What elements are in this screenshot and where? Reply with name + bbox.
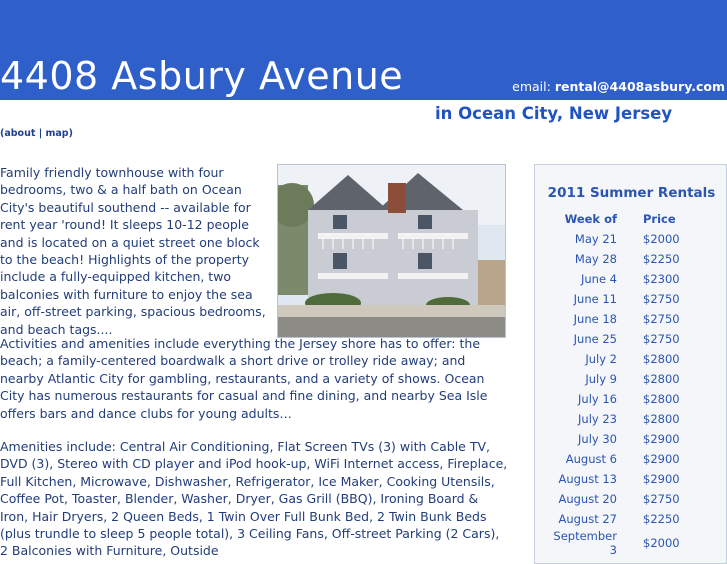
nav-links	[0, 128, 73, 139]
house-photo	[277, 164, 506, 338]
nav-open-paren: (	[0, 128, 5, 139]
rental-week: August 27	[558, 512, 617, 526]
rental-week: June 18	[573, 312, 617, 326]
rental-week: July 2	[585, 352, 617, 366]
rentals-title: 2011 Summer Rentals	[547, 185, 716, 201]
amenities-paragraph: Amenities include: Central Air Conditioning, Flat Screen TVs (3) with Cable TV, DVD (3), Stereo with CD player and iPod hook-up, WiFi Internet access, Fireplace, Full Kitchen, Microwave, Dishwasher, Refrigerator, Ice Maker, Cooking Utensils, Coffee Pot, Toaster, Blender, Washer, Dryer, Gas Grill (BBQ), Ironing Board & Iron, Hair Dryers, 2 Queen Beds, 1 Twin Over Full Bunk Bed, 2 Twin Bunk Beds (plus trundle to sleep 5 people total), 3 Ceiling Fans, Off-street Parking (2 Cars), 2 Balconies with Furniture, Outside	[0, 439, 508, 559]
rental-row	[543, 529, 713, 557]
rental-week: August 13	[558, 472, 617, 486]
rental-row	[543, 289, 713, 309]
rental-price: $2000	[643, 232, 680, 246]
house-photo-illustration	[278, 165, 506, 338]
rental-row	[543, 469, 713, 489]
rental-row	[543, 349, 713, 369]
rental-week: July 23	[578, 412, 617, 426]
rental-row	[543, 389, 713, 409]
rental-price: $2800	[643, 372, 680, 386]
rental-week: September 3	[553, 529, 617, 557]
rental-week: May 28	[574, 252, 617, 266]
rental-week: June 25	[573, 332, 617, 346]
rental-price: $2750	[643, 312, 680, 326]
rental-week: July 9	[585, 372, 617, 386]
intro-paragraph: Family friendly townhouse with four bedrooms, two & a half bath on Ocean City's beautiful southend -- available for rent year 'round! It sleeps 10-12 people and is located on a quiet street one block to the beach! Highlights of the property include a fully-equipped kitchen, two balconies with furniture to enjoy the sea air, off-street parking, spacious bedrooms, and beach tags....	[0, 165, 266, 337]
rental-row	[543, 249, 713, 269]
rental-row	[543, 429, 713, 449]
rental-price: $2250	[643, 512, 680, 526]
rental-week: August 6	[565, 452, 617, 466]
rental-week: July 16	[578, 392, 617, 406]
rental-price: $2750	[643, 292, 680, 306]
rental-row	[543, 329, 713, 349]
rentals-table	[543, 209, 713, 557]
site-title: 4408 Asbury Avenue	[0, 54, 404, 98]
rental-price: $2250	[643, 252, 680, 266]
rental-row	[543, 409, 713, 429]
rental-week: June 4	[580, 272, 617, 286]
rental-price: $2900	[643, 452, 680, 466]
rental-row	[543, 369, 713, 389]
map-link[interactable]: map	[45, 128, 69, 139]
rental-price: $2750	[643, 492, 680, 506]
rental-row	[543, 229, 713, 249]
rental-price: $2800	[643, 352, 680, 366]
location-subtitle: in Ocean City, New Jersey	[435, 104, 673, 123]
email-link[interactable]: rental@4408asbury.com	[554, 79, 725, 94]
nav-close-paren: )	[68, 128, 73, 139]
email-label: email:	[512, 79, 551, 94]
rental-row	[543, 489, 713, 509]
rental-price: $2900	[643, 472, 680, 486]
rental-week: August 20	[558, 492, 617, 506]
week-column-header: Week of	[564, 212, 617, 226]
rentals-panel	[534, 164, 727, 564]
rentals-body	[543, 229, 713, 557]
rental-price: $2900	[643, 432, 680, 446]
rental-row	[543, 509, 713, 529]
rental-price: $2300	[643, 272, 680, 286]
rental-week: May 21	[574, 232, 617, 246]
rental-price: $2000	[643, 536, 680, 550]
rental-price: $2750	[643, 332, 680, 346]
nav-separator: |	[35, 128, 46, 139]
rental-row	[543, 449, 713, 469]
activities-paragraph: Activities and amenities include everything the Jersey shore has to offer: the beach; a family-centered boardwalk a short drive or trolley ride away; and nearby Atlantic City for gambling, restaurants, and a variety of shows. Ocean City has numerous restaurants for casual and fine dining, and nearby Sea Isle offers bars and dance clubs for young adults…	[0, 336, 488, 421]
price-column-header: Price	[643, 212, 676, 226]
header-banner	[0, 0, 727, 100]
about-link[interactable]: about	[4, 128, 36, 139]
rental-row	[543, 309, 713, 329]
rental-row	[543, 269, 713, 289]
rental-week: July 30	[578, 432, 617, 446]
email-contact	[512, 79, 725, 94]
rental-price: $2800	[643, 412, 680, 426]
rentals-header-row	[543, 209, 713, 229]
rental-week: June 11	[573, 292, 617, 306]
rental-price: $2800	[643, 392, 680, 406]
